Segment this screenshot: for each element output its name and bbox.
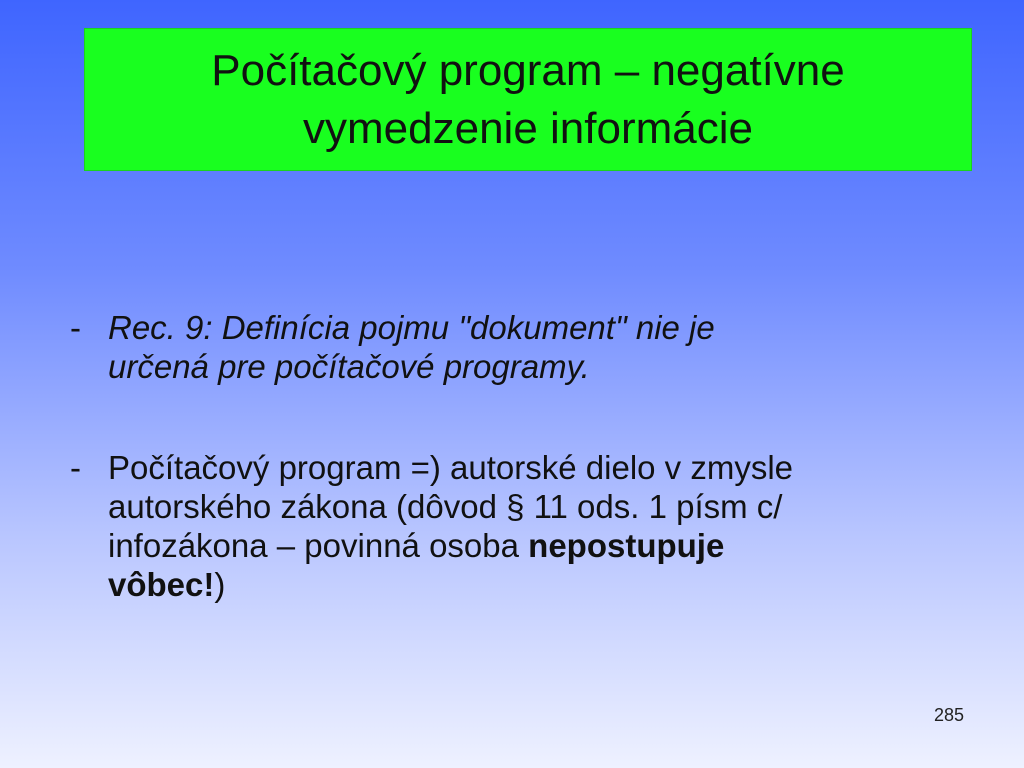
bullet-1-line-1: Rec. 9: Definícia pojmu "dokument" nie je <box>108 309 715 346</box>
bullet-marker: - <box>70 309 81 346</box>
closing-parenthesis: ) <box>214 566 226 603</box>
bullet-item-1 <box>70 308 980 386</box>
emphasis-text-end: vôbec! <box>108 566 215 603</box>
slide-title-line-1: Počítačový program – negatívne <box>211 45 845 95</box>
bullet-2-line-1: Počítačový program =) autorské dielo v zmysle <box>108 449 794 486</box>
bullet-2-line-3-text: infozákona – povinná osoba <box>108 527 529 564</box>
bullet-item-2 <box>70 448 980 604</box>
slide-page-number: 285 <box>933 705 964 725</box>
slide-title-line-2: vymedzenie informácie <box>303 103 753 153</box>
slide-title-box <box>84 28 972 171</box>
emphasis-text: nepostupuje <box>528 527 725 564</box>
bullet-2-line-2: autorského zákona (dôvod § 11 ods. 1 písm c/ <box>108 488 783 525</box>
bullet-marker: - <box>70 449 81 486</box>
bullet-1-line-2: určená pre počítačové programy. <box>108 348 590 385</box>
bullet-2-line-3 <box>108 526 980 565</box>
bullet-2-line-4 <box>108 565 980 604</box>
slide-content <box>70 308 980 604</box>
